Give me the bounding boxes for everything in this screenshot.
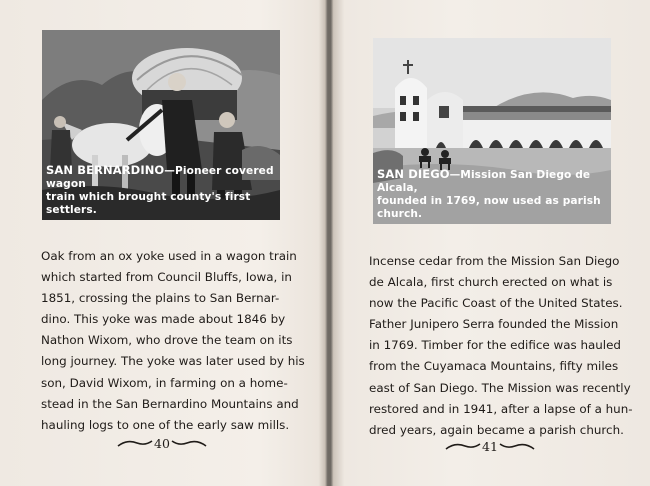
text-line: Incense cedar from the Mission San Diego — [369, 254, 620, 268]
text-line: dino. This yoke was made about 1846 by — [41, 312, 286, 327]
caption-place-san-diego: SAN DIEGO — [377, 167, 450, 181]
right-photo-caption — [373, 166, 611, 224]
text-line: Nathon Wixom, who drove the team on its — [41, 333, 293, 348]
text-line: restored and in 1941, after a lapse of a hun- — [369, 401, 633, 416]
page-number-right — [440, 436, 540, 456]
text-line: long journey. The yoke was later used by his — [41, 354, 305, 369]
text-line: from the Cuyamaca Mountains, fifty miles — [369, 359, 619, 374]
mission-photo — [373, 38, 611, 224]
text-line: de Alcala, first church erected on what is — [369, 275, 613, 290]
wagon-train-photo — [42, 30, 280, 220]
left-flourish-icon — [117, 437, 153, 449]
text-line: son, David Wixom, in farming on a home- — [41, 375, 288, 390]
page-number: 41 — [482, 438, 498, 454]
left-photo-caption — [42, 162, 280, 220]
text-line: hauling logs to one of the early saw mills. — [41, 417, 290, 432]
left-body-text — [41, 246, 305, 436]
right-flourish-icon — [499, 440, 535, 452]
caption-text: —Mission San Diego de Alcala, — [377, 169, 591, 194]
page-number: 40 — [154, 435, 170, 451]
text-line: 1851, crossing the plains to San Bernar- — [41, 291, 280, 306]
caption-text: train which brought county's first settlers. — [46, 191, 251, 216]
right-body-text — [369, 251, 633, 441]
text-line: Father Junipero Serra founded the Mission — [369, 317, 619, 332]
text-line: in 1769. Timber for the edifice was hauled — [369, 338, 621, 353]
text-line: stead in the San Bernardino Mountains and — [41, 396, 299, 411]
text-line: east of San Diego. The Mission was recently — [369, 380, 631, 395]
caption-text: founded in 1769, now used as parish church. — [377, 195, 601, 220]
text-line: dred years, again became a parish church. — [369, 422, 624, 437]
caption-text: —Pioneer covered wagon — [46, 165, 274, 190]
text-line: Oak from an ox yoke used in a wagon train — [41, 249, 297, 263]
right-flourish-icon — [171, 437, 207, 449]
caption-place-san-bernardino: SAN BERNARDINO — [46, 163, 165, 177]
text-line: which started from Council Bluffs, Iowa, in — [41, 270, 292, 285]
left-flourish-icon — [445, 440, 481, 452]
text-line: now the Pacific Coast of the United States. — [369, 296, 623, 311]
page-number-left — [112, 433, 212, 453]
